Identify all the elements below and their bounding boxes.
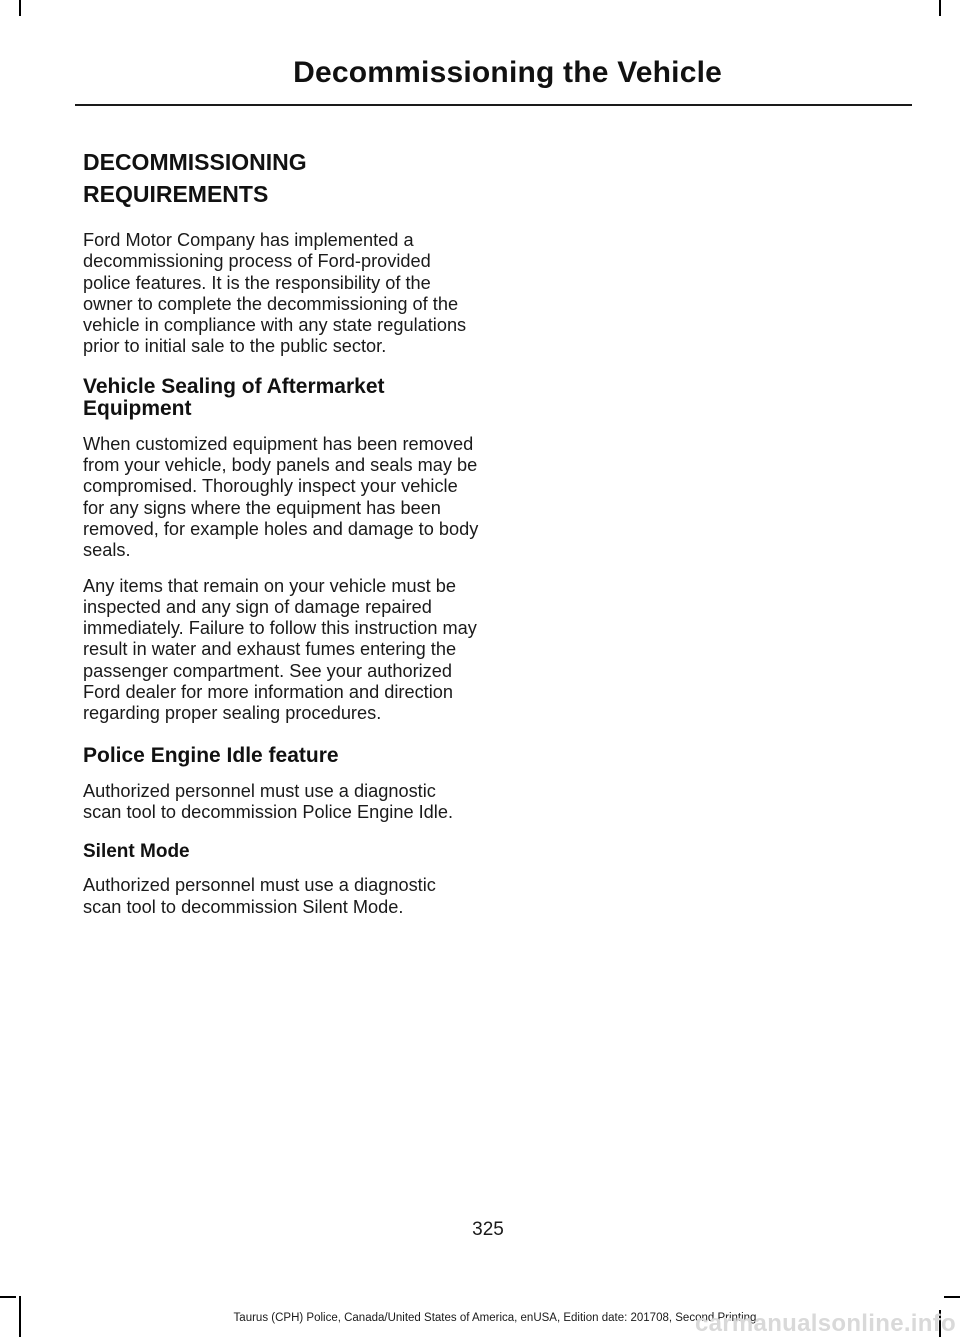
crop-mark-bottom-left bbox=[0, 1296, 16, 1298]
subheading-silent-mode: Silent Mode bbox=[83, 841, 190, 863]
watermark: carmanualsonline.info bbox=[694, 1310, 956, 1337]
crop-mark-top-left bbox=[19, 0, 21, 16]
sealing-paragraph-1: When customized equipment has been removed from your vehicle, body panels and seals may be compromised. Thoroughly inspect your vehicle for any signs where the equipment has been removed, for example holes and damage to body seals. bbox=[83, 433, 479, 561]
silent-paragraph: Authorized personnel must use a diagnostic scan tool to decommission Silent Mode. bbox=[83, 875, 436, 917]
intro-paragraph: Ford Motor Company has implemented a decommissioning process of Ford-provided police features. It is the responsibility of the owner to complete the decommissioning of the vehicle in compliance with any state regulations prior to initial sale to the public sector. bbox=[83, 230, 467, 357]
idle-paragraph: Authorized personnel must use a diagnostic scan tool to decommission Police Engine Idle. bbox=[83, 780, 454, 822]
crop-mark-bottom-right bbox=[944, 1296, 960, 1298]
crop-mark-top-right bbox=[939, 0, 941, 16]
content-column bbox=[83, 146, 479, 932]
heading-line-1: DECOMMISSIONING bbox=[83, 149, 307, 175]
section-heading-decommissioning bbox=[83, 146, 479, 210]
page-header-title: Decommissioning the Vehicle bbox=[293, 56, 722, 89]
footer-edition-info: Taurus (CPH) Police, Canada/United States of America, enUSA, Edition date: 201708, Second Printing bbox=[233, 1312, 757, 1324]
sealing-paragraph-2: Any items that remain on your vehicle must be inspected and any sign of damage repaired immediately. Failure to follow this instruction may result in water and exhaust fumes entering the passenger compartment. See your authorized Ford dealer for more information and direction regarding proper sealing procedures. bbox=[83, 575, 477, 724]
subheading-police-engine-idle: Police Engine Idle feature bbox=[83, 743, 339, 767]
heading-line-2: REQUIREMENTS bbox=[83, 181, 269, 207]
header-rule bbox=[75, 104, 912, 106]
page-number: 325 bbox=[472, 1219, 504, 1240]
subheading-vehicle-sealing: Vehicle Sealing of Aftermarket Equipment bbox=[83, 374, 385, 420]
